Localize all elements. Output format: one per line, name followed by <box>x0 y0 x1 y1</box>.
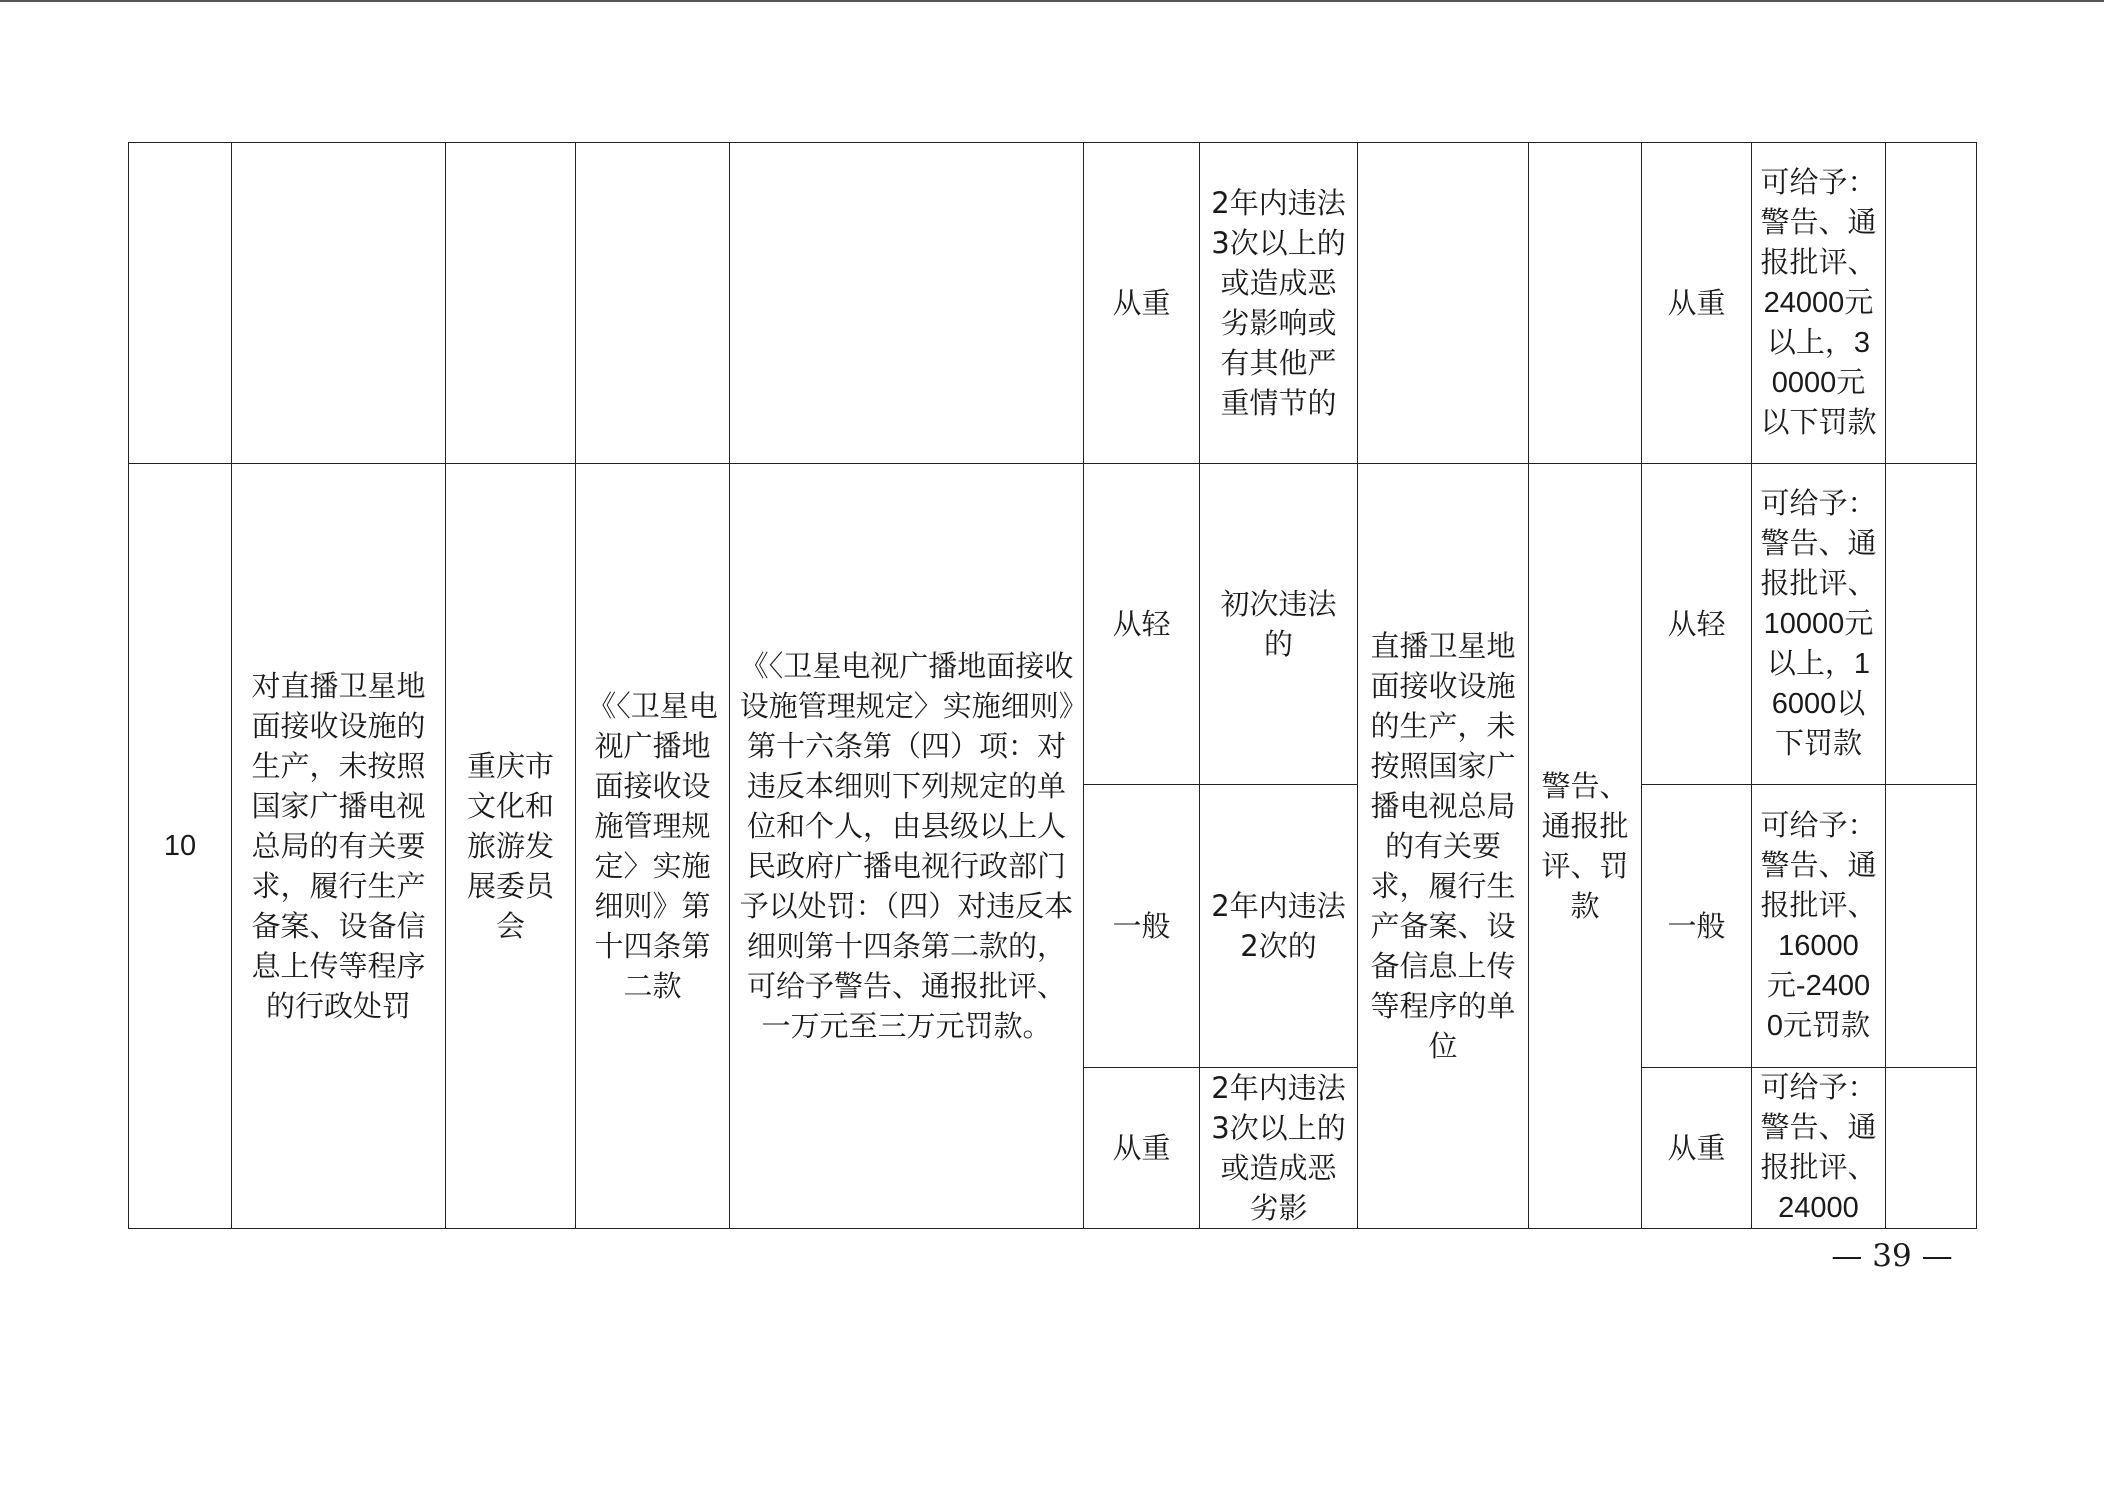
item-name-cell <box>232 143 446 464</box>
discretion-level: 从轻 <box>1084 464 1200 785</box>
penalty-provision: 《〈卫星电视广播地面接收设施管理规定〉实施细则》第十六条第（四）项：对违反本细则下列规定的单位和个人，由县级以上人民政府广播电视行政部门予以处罚：（四）对违反本细则第十四条第二款的，可给予警告、通报批评、一万元至三万元罚款。 <box>730 464 1084 1229</box>
penalty-type: 警告、通报批评、罚款 <box>1529 464 1642 1229</box>
remark-cell <box>1886 1068 1977 1229</box>
remark-cell <box>1886 464 1977 785</box>
subject-cell <box>1358 143 1529 464</box>
violated-provision-cell <box>576 143 730 464</box>
top-border-line <box>0 0 2104 2</box>
penalty-standard-table <box>128 142 1977 1229</box>
standard-level: 从重 <box>1642 1068 1752 1229</box>
violation-situation: 2年内违法3次以上的或造成恶劣影响或有其他严重情节的 <box>1200 143 1358 464</box>
authority-cell <box>446 143 576 464</box>
seq-cell <box>129 143 232 464</box>
remark-cell <box>1886 143 1977 464</box>
discretion-level: 从重 <box>1084 1068 1200 1229</box>
remark-cell <box>1886 785 1977 1068</box>
violation-situation: 初次违法的 <box>1200 464 1358 785</box>
page-number: — 39 — <box>1831 1238 1953 1274</box>
violation-situation: 2年内违法3次以上的或造成恶劣影 <box>1200 1068 1358 1229</box>
discretion-level: 从重 <box>1084 143 1200 464</box>
discretion-level: 一般 <box>1084 785 1200 1068</box>
applicable-subject: 直播卫星地面接收设施的生产，未按照国家广播电视总局的有关要求，履行生产备案、设备信息上传等程序的单位 <box>1358 464 1529 1229</box>
penalty-standard: 可给予：警告、通报批评、10000元以上，16000以下罚款 <box>1752 464 1886 785</box>
table-row <box>129 464 1977 785</box>
penalty-standard: 可给予：警告、通报批评、24000 <box>1752 1068 1886 1229</box>
standard-level: 从重 <box>1642 143 1752 464</box>
item-name: 对直播卫星地面接收设施的生产，未按照国家广播电视总局的有关要求，履行生产备案、设备信息上传等程序的行政处罚 <box>232 464 446 1229</box>
violation-situation: 2年内违法2次的 <box>1200 785 1358 1068</box>
penalty-provision-cell <box>730 143 1084 464</box>
standard-level: 从轻 <box>1642 464 1752 785</box>
enforcement-authority: 重庆市文化和旅游发展委员会 <box>446 464 576 1229</box>
violated-provision: 《〈卫星电视广播地面接收设施管理规定〉实施细则》第十四条第二款 <box>576 464 730 1229</box>
penalty-standard: 可给予：警告、通报批评、16000元-24000元罚款 <box>1752 785 1886 1068</box>
penalty-standard: 可给予：警告、通报批评、24000元以上，30000元以下罚款 <box>1752 143 1886 464</box>
standard-level: 一般 <box>1642 785 1752 1068</box>
penalty-type-cell <box>1529 143 1642 464</box>
item-number: 10 <box>129 464 232 1229</box>
table-row <box>129 143 1977 464</box>
